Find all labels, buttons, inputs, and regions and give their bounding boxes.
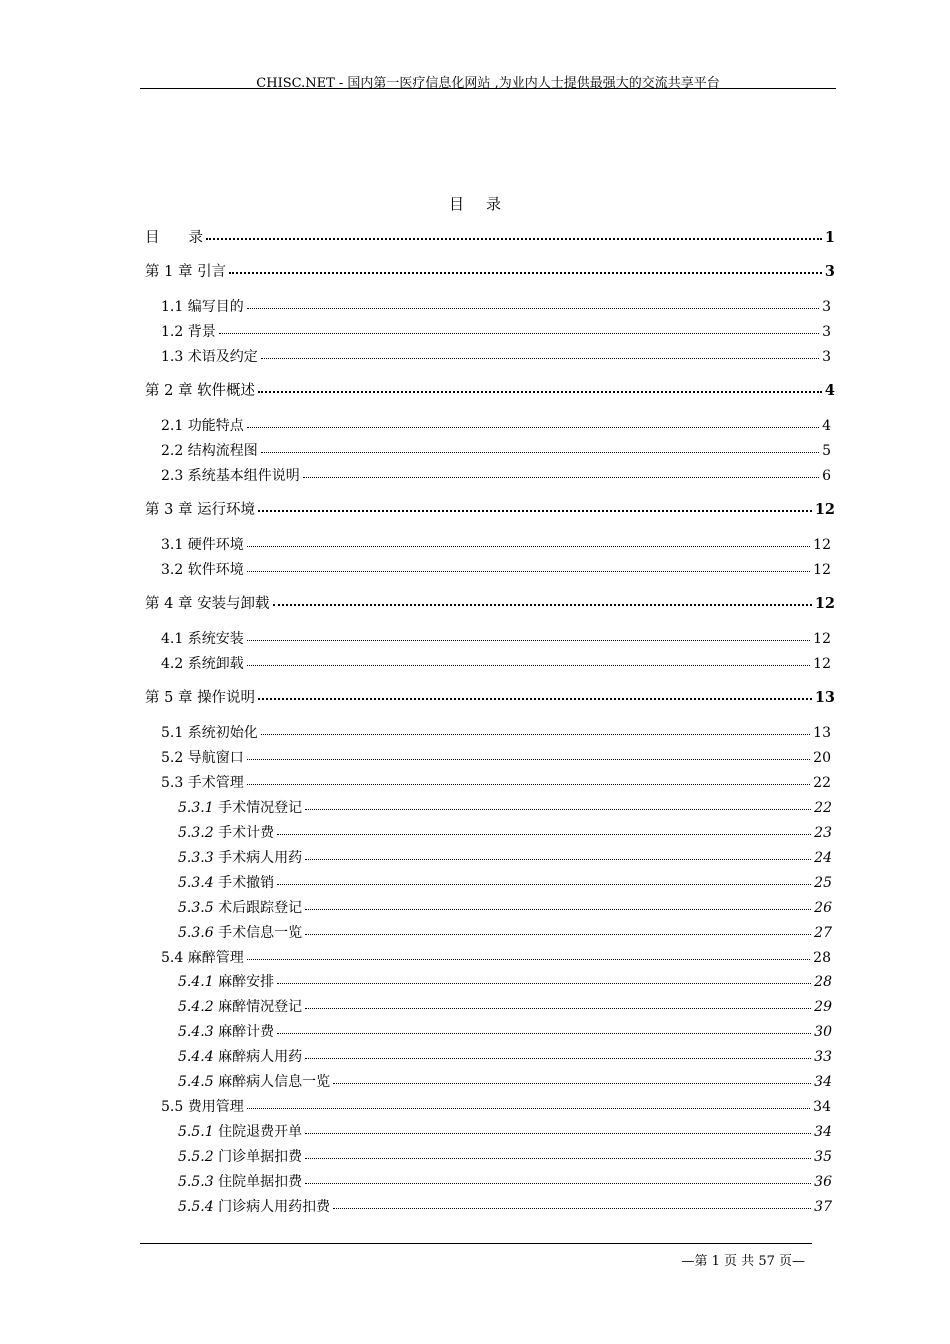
toc-entry[interactable]	[178, 1072, 832, 1092]
toc-dot-leader	[305, 1122, 811, 1136]
toc-dot-leader	[261, 723, 810, 737]
toc-entry-page: 6	[822, 468, 831, 484]
toc-entry-page: 22	[814, 800, 832, 816]
toc-dot-leader	[258, 688, 812, 702]
toc-entry-label	[178, 798, 302, 818]
toc-dot-leader	[261, 347, 819, 361]
toc-entry-page: 12	[813, 537, 831, 553]
toc-entry[interactable]	[161, 466, 831, 486]
toc-entry-label	[178, 1172, 302, 1192]
toc-entry[interactable]	[178, 1122, 832, 1142]
toc-entry[interactable]	[161, 654, 831, 674]
toc-entry-page: 25	[814, 875, 832, 891]
toc-entry-page: 4	[824, 382, 835, 399]
toc-entry-page: 29	[814, 999, 832, 1015]
toc-entry-label	[178, 1122, 302, 1142]
toc-dot-leader	[247, 416, 819, 430]
toc-entry-page: 12	[813, 656, 831, 672]
toc-entry-label	[161, 748, 244, 768]
toc-entry-number: 2.2	[161, 443, 184, 459]
toc-entry-number: 4.1	[161, 631, 184, 647]
toc-entry-number: 5.4.2	[178, 999, 214, 1015]
toc-entry-number: 5.5	[161, 1099, 184, 1115]
toc-entry-title: 背景	[187, 324, 216, 340]
toc-entry[interactable]	[161, 629, 831, 649]
toc-entry-label	[178, 1022, 274, 1042]
toc-entry-page: 12	[814, 501, 835, 518]
toc-entry[interactable]	[161, 347, 831, 367]
toc-dot-leader	[247, 560, 810, 574]
toc-entry-label	[145, 594, 270, 614]
toc-entry-number: 第 5 章	[145, 690, 193, 706]
toc-entry-number: 5.3.1	[178, 800, 214, 816]
toc-entry[interactable]	[178, 972, 832, 992]
toc-entry-title: 麻醉安排	[218, 974, 275, 990]
toc-entry-page: 27	[814, 925, 832, 941]
toc-entry[interactable]	[161, 1097, 831, 1117]
toc-entry-label	[178, 1047, 302, 1067]
toc-entry-title: 麻醉管理	[187, 950, 244, 966]
toc-entry[interactable]	[178, 1147, 832, 1167]
toc-dot-leader	[206, 228, 822, 242]
toc-dot-leader	[247, 1097, 810, 1111]
toc-dot-leader	[305, 798, 811, 812]
toc-entry-label	[145, 500, 255, 520]
toc-entry-page: 3	[822, 349, 831, 365]
toc-entry-number: 5.5.1	[178, 1124, 214, 1140]
toc-entry[interactable]	[178, 798, 832, 818]
toc-dot-leader	[333, 1197, 811, 1211]
toc-entry-page: 28	[814, 974, 832, 990]
toc-dot-leader	[333, 1072, 811, 1086]
toc-entry-title: 住院退费开单	[218, 1124, 303, 1140]
toc-entry-title: 运行环境	[197, 502, 256, 518]
toc-entry[interactable]	[145, 381, 835, 401]
toc-entry-page: 28	[813, 950, 831, 966]
toc-entry-title: 安装与卸载	[197, 596, 270, 612]
toc-entry-page: 12	[813, 562, 831, 578]
toc-entry-number: 3.2	[161, 562, 184, 578]
toc-entry-page: 3	[822, 324, 831, 340]
toc-entry-number: 目	[145, 230, 160, 246]
toc-entry-number: 第 2 章	[145, 383, 193, 399]
toc-entry-page: 3	[824, 263, 835, 280]
toc-dot-leader	[247, 297, 819, 311]
toc-dot-leader	[305, 1147, 811, 1161]
toc-entry-title: 系统卸载	[187, 656, 244, 672]
toc-entry-number: 5.3.6	[178, 925, 214, 941]
toc-entry-label	[161, 347, 258, 367]
toc-entry-page: 37	[814, 1199, 832, 1215]
toc-entry-page: 36	[814, 1174, 832, 1190]
toc-entry[interactable]	[178, 873, 832, 893]
toc-entry-title: 手术病人用药	[218, 850, 303, 866]
toc-entry-page: 12	[813, 631, 831, 647]
toc-dot-leader	[247, 948, 810, 962]
toc-dot-leader	[277, 823, 811, 837]
toc-entry-page: 20	[813, 750, 831, 766]
toc-entry-label	[178, 1147, 302, 1167]
toc-entry-label	[161, 416, 244, 436]
toc-entry-title: 手术计费	[218, 825, 275, 841]
toc-entry-title: 手术管理	[187, 775, 244, 791]
toc-entry-label	[161, 466, 300, 486]
toc-entry-label	[145, 381, 255, 401]
toc-entry[interactable]	[145, 594, 835, 614]
toc-entry-number: 5.5.2	[178, 1149, 214, 1165]
toc-dot-leader	[247, 654, 810, 668]
toc-entry[interactable]	[145, 262, 835, 282]
toc-entry-number: 1.2	[161, 324, 184, 340]
toc-entry-label	[178, 972, 274, 992]
toc-entry-title: 门诊病人用药扣费	[218, 1199, 331, 1215]
toc-entry-label	[161, 560, 244, 580]
toc-entry-number: 5.5.4	[178, 1199, 214, 1215]
toc-entry-number: 5.4.3	[178, 1024, 214, 1040]
toc-title: 目录	[448, 195, 523, 213]
toc-entry-number: 5.3.3	[178, 850, 214, 866]
toc-dot-leader	[305, 848, 811, 862]
toc-entry[interactable]	[161, 322, 831, 342]
toc-entry-title: 编写目的	[187, 299, 244, 315]
toc-entry-page: 34	[814, 1074, 832, 1090]
toc-entry-page: 22	[813, 775, 831, 791]
toc-entry-number: 5.4	[161, 950, 184, 966]
toc-entry-page: 4	[822, 418, 831, 434]
toc-entry-page: 13	[813, 725, 831, 741]
toc-dot-leader	[305, 1172, 811, 1186]
toc-entry[interactable]	[161, 297, 831, 317]
toc-entry[interactable]	[178, 1172, 832, 1192]
toc-entry[interactable]	[161, 773, 831, 793]
toc-entry-label	[161, 1097, 244, 1117]
toc-entry-label	[178, 873, 274, 893]
page-footer: —第 1 页 共 57 页—	[681, 1254, 805, 1269]
toc-entry-label	[145, 228, 203, 248]
toc-entry-label	[178, 848, 302, 868]
toc-entry-label	[161, 654, 244, 674]
toc-entry-number: 5.5.3	[178, 1174, 214, 1190]
toc-entry-label	[161, 441, 258, 461]
toc-entry[interactable]	[178, 1047, 832, 1067]
toc-entry[interactable]	[161, 560, 831, 580]
toc-entry-label	[178, 898, 302, 918]
toc-entry-page: 3	[822, 299, 831, 315]
toc-entry-number: 5.4.4	[178, 1049, 214, 1065]
toc-dot-leader	[258, 381, 822, 395]
toc-dot-leader	[247, 629, 810, 643]
toc-entry-number: 4.2	[161, 656, 184, 672]
toc-entry-label	[161, 948, 244, 968]
toc-entry-number: 第 4 章	[145, 596, 193, 612]
toc-entry-title: 硬件环境	[187, 537, 244, 553]
toc-entry-title: 手术情况登记	[218, 800, 303, 816]
toc-entry-title: 术后跟踪登记	[218, 900, 303, 916]
toc-entry-title: 麻醉病人用药	[218, 1049, 303, 1065]
footer-rule	[140, 1243, 812, 1244]
toc-entry-number: 5.2	[161, 750, 184, 766]
toc-entry-number: 5.4.5	[178, 1074, 214, 1090]
toc-entry-page: 24	[814, 850, 832, 866]
toc-entry-label	[161, 297, 244, 317]
toc-entry-title: 导航窗口	[187, 750, 244, 766]
toc-entry-number: 1.3	[161, 349, 184, 365]
toc-entry-label	[178, 923, 302, 943]
toc-entry-number: 3.1	[161, 537, 184, 553]
toc-dot-leader	[247, 773, 810, 787]
toc-entry[interactable]	[161, 748, 831, 768]
toc-entry-number: 2.1	[161, 418, 184, 434]
toc-entry-title: 系统基本组件说明	[187, 468, 300, 484]
toc-entry[interactable]	[178, 997, 832, 1017]
toc-entry-title: 录	[188, 230, 203, 246]
toc-entry-title: 术语及约定	[187, 349, 258, 365]
toc-entry-title: 费用管理	[187, 1099, 244, 1115]
toc-entry-page: 26	[814, 900, 832, 916]
toc-dot-leader	[305, 997, 811, 1011]
toc-entry-title: 住院单据扣费	[218, 1174, 303, 1190]
toc-dot-leader	[247, 748, 810, 762]
header-rule	[140, 88, 836, 89]
toc-entry-title: 麻醉计费	[218, 1024, 275, 1040]
toc-entry-title: 结构流程图	[187, 443, 258, 459]
toc-entry-label	[178, 1197, 330, 1217]
toc-entry[interactable]	[161, 441, 831, 461]
toc-entry-title: 门诊单据扣费	[218, 1149, 303, 1165]
toc-dot-leader	[247, 535, 810, 549]
toc-entry-number: 5.1	[161, 725, 184, 741]
toc-entry-page: 30	[814, 1024, 832, 1040]
toc-entry-number: 5.3.2	[178, 825, 214, 841]
toc-entry[interactable]	[161, 723, 831, 743]
toc-entry-title: 操作说明	[197, 690, 256, 706]
toc-entry-page: 34	[813, 1099, 831, 1115]
toc-entry-page: 12	[814, 595, 835, 612]
toc-entry-title: 手术撤销	[218, 875, 275, 891]
toc-entry[interactable]	[145, 500, 835, 520]
toc-entry[interactable]	[178, 823, 832, 843]
toc-entry-page: 23	[814, 825, 832, 841]
toc-entry-title: 手术信息一览	[218, 925, 303, 941]
toc-entry-label	[161, 322, 216, 342]
toc-entry-label	[161, 723, 258, 743]
toc-entry-label	[161, 629, 244, 649]
toc-entry-number: 5.3	[161, 775, 184, 791]
toc-entry-page: 33	[814, 1049, 832, 1065]
toc-entry-label	[145, 688, 255, 708]
toc-entry-label	[178, 823, 274, 843]
toc-entry-label	[178, 997, 302, 1017]
toc-entry[interactable]	[161, 535, 831, 555]
toc-entry[interactable]	[161, 948, 831, 968]
toc-entry-number: 5.3.5	[178, 900, 214, 916]
toc-entry-title: 麻醉情况登记	[218, 999, 303, 1015]
toc-dot-leader	[277, 972, 811, 986]
toc-entry-number: 第 3 章	[145, 502, 193, 518]
toc-dot-leader	[277, 1022, 811, 1036]
toc-entry[interactable]	[178, 848, 832, 868]
toc-entry[interactable]	[178, 898, 832, 918]
toc-entry-label	[161, 535, 244, 555]
toc-entry-title: 系统安装	[187, 631, 244, 647]
toc-entry-page: 5	[822, 443, 831, 459]
toc-entry-number: 2.3	[161, 468, 184, 484]
toc-dot-leader	[303, 466, 819, 480]
toc-entry-page: 1	[824, 229, 835, 246]
toc-dot-leader	[229, 262, 822, 276]
toc-entry[interactable]	[145, 228, 835, 248]
toc-dot-leader	[277, 873, 811, 887]
toc-entry-title: 系统初始化	[187, 725, 258, 741]
toc-entry-title: 软件环境	[187, 562, 244, 578]
toc-entry-title: 软件概述	[197, 383, 256, 399]
toc-entry-title: 引言	[197, 264, 227, 280]
toc-entry-title: 麻醉病人信息一览	[218, 1074, 331, 1090]
toc-dot-leader	[305, 923, 811, 937]
toc-entry[interactable]	[178, 1197, 832, 1217]
page-header: CHISC.NET - 国内第一医疗信息化网站 ,为业内人士提供最强大的交流共享平台	[256, 76, 720, 91]
toc-entry-title: 功能特点	[187, 418, 244, 434]
toc-entry-number: 5.3.4	[178, 875, 214, 891]
toc-entry-label	[178, 1072, 330, 1092]
toc-entry-number: 第 1 章	[145, 264, 193, 280]
toc-entry[interactable]	[145, 688, 835, 708]
toc-entry-page: 13	[814, 689, 835, 706]
toc-dot-leader	[305, 898, 811, 912]
toc-dot-leader	[261, 441, 819, 455]
toc-entry-page: 34	[814, 1124, 832, 1140]
toc-entry-number: 5.4.1	[178, 974, 214, 990]
toc-entry-label	[161, 773, 244, 793]
toc-dot-leader	[258, 500, 812, 514]
toc-dot-leader	[219, 322, 819, 336]
toc-entry-page: 35	[814, 1149, 832, 1165]
toc-entry-number: 1.1	[161, 299, 184, 315]
toc-dot-leader	[305, 1047, 811, 1061]
toc-entry[interactable]	[161, 416, 831, 436]
toc-entry-label	[145, 262, 226, 282]
toc-dot-leader	[273, 594, 812, 608]
toc-entry[interactable]	[178, 1022, 832, 1042]
toc-entry[interactable]	[178, 923, 832, 943]
